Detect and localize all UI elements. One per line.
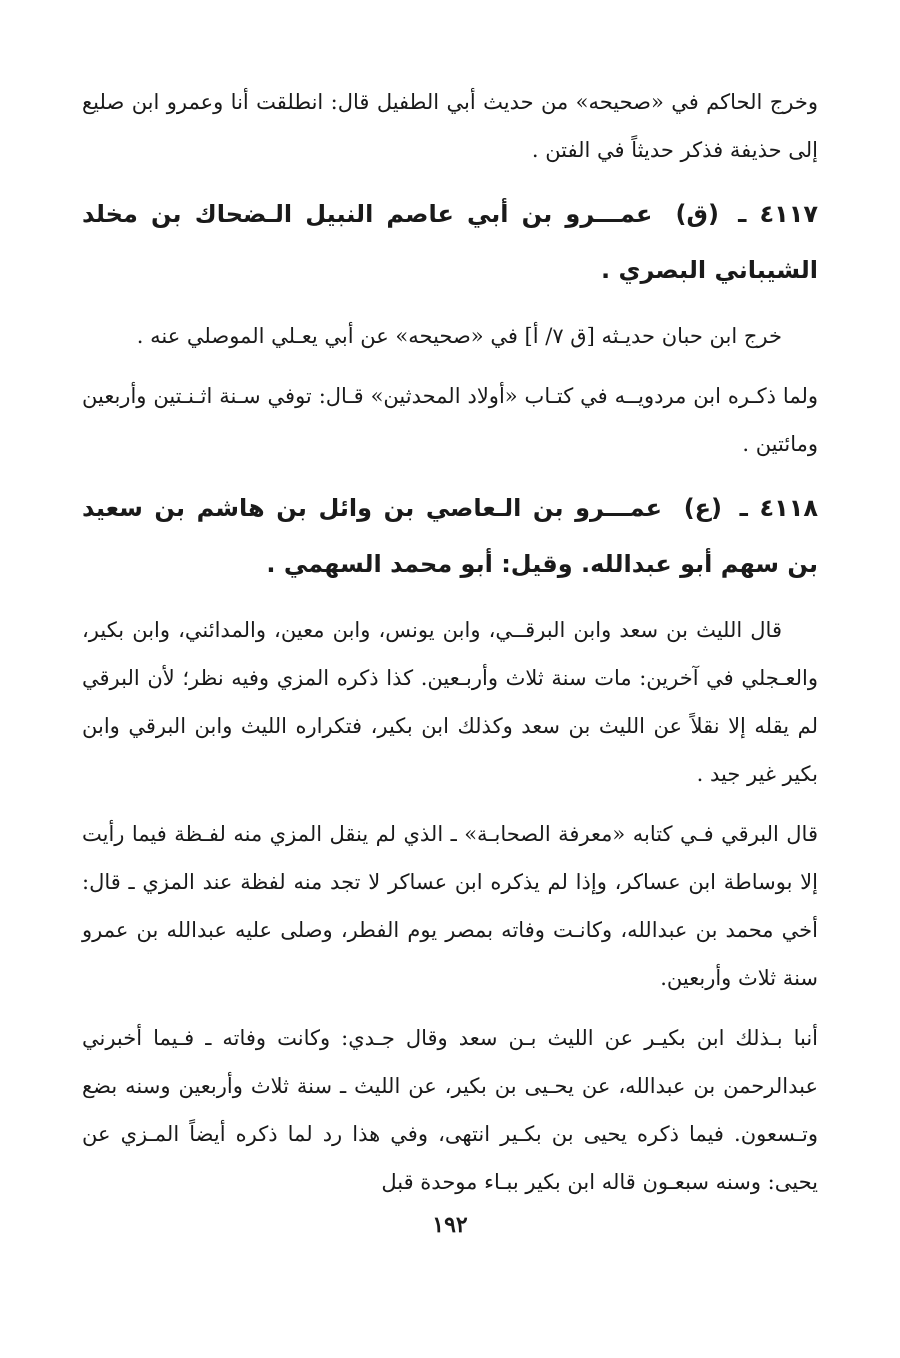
entry-title: عمـــرو بن أبي عاصم النبيل الـضحاك بن مخلد الشيباني البصري .: [82, 200, 818, 284]
paragraph-barqi: قال البرقي فـي كتابه «معرفة الصحابـة» ـ الذي لم ينقل المزي منه لفـظة فيما رأيت إلا بوساطة ابن عساكر، وإذا لم يذكره ابن عساكر لا تجد منه لفظة عند المزي ـ قال: أخي محمد بن عبدالله، وكانـت وفاته بمصر يوم الفطر، وصلى عليه عبدالله بن عمرو سنة ثلاث وأربعين.: [82, 822, 818, 990]
entry-number: ٤١١٧ ـ: [738, 200, 819, 228]
paragraph-ibn-hibban: خرج ابن حبان حديـثه [ق ٧/ أ] في «صحيحه» عن أبي يعـلي الموصلي عنه .: [136, 324, 782, 348]
entry-title: عمـــرو بن الـعاصي بن وائل بن هاشم بن سعيد بن سهم أبو عبدالله. وقيل: أبو محمد السهمي .: [82, 494, 818, 578]
paragraph-layth: قال الليث بن سعد وابن البرقــي، وابن يونس، وابن معين، والمدائني، وابن بكير، والعـجلي في آخرين: مات سنة ثلاث وأربـعين. كذا ذكره المزي وفيه نظر؛ لأن البرقي لم يقله إلا نقلاً عن الليث بن سعد وكذلك ابن بكير، فتكراره الليث وابن البرقي وابن بكير غير جيد .: [82, 618, 818, 786]
entry-heading-4117: [82, 186, 818, 298]
page-number: ١٩٢: [432, 1212, 468, 1238]
paragraph-hakim: وخرج الحاكم في «صحيحه» من حديث أبي الطفيل قال: انطلقت أنا وعمرو ابن صليع إلى حذيفة فذكر حديثاً في الفتن .: [82, 90, 818, 162]
entry-number: ٤١١٨ ـ: [739, 494, 819, 522]
entry-symbol: (ق): [675, 200, 719, 228]
paragraph-ibn-bukayr: أنبا بـذلك ابن بكيـر عن الليث بـن سعد وقال جـدي: وكانت وفاته ـ فـيما أخبرني عبدالرحمن بن عبدالله، عن يحـيى بن بكير، عن الليث ـ سنة ثلاث وأربعين وسنه بضع وتـسعون. فيما ذكره يحيى بن بكـير انتهى، وفي هذا رد لما ذكره أيضاً المـزي عن يحيى: وسنه سبعـون قاله ابن بكير ببـاء موحدة قبل: [82, 1026, 818, 1194]
entry-symbol: (ع): [683, 494, 723, 522]
entry-heading-4118: [82, 480, 818, 592]
paragraph-ibn-marduyah: ولما ذكـره ابن مردويــه في كتـاب «أولاد المحدثين» قـال: توفي سـنة اثـنـتين وأربعين ومائتين .: [82, 384, 818, 456]
